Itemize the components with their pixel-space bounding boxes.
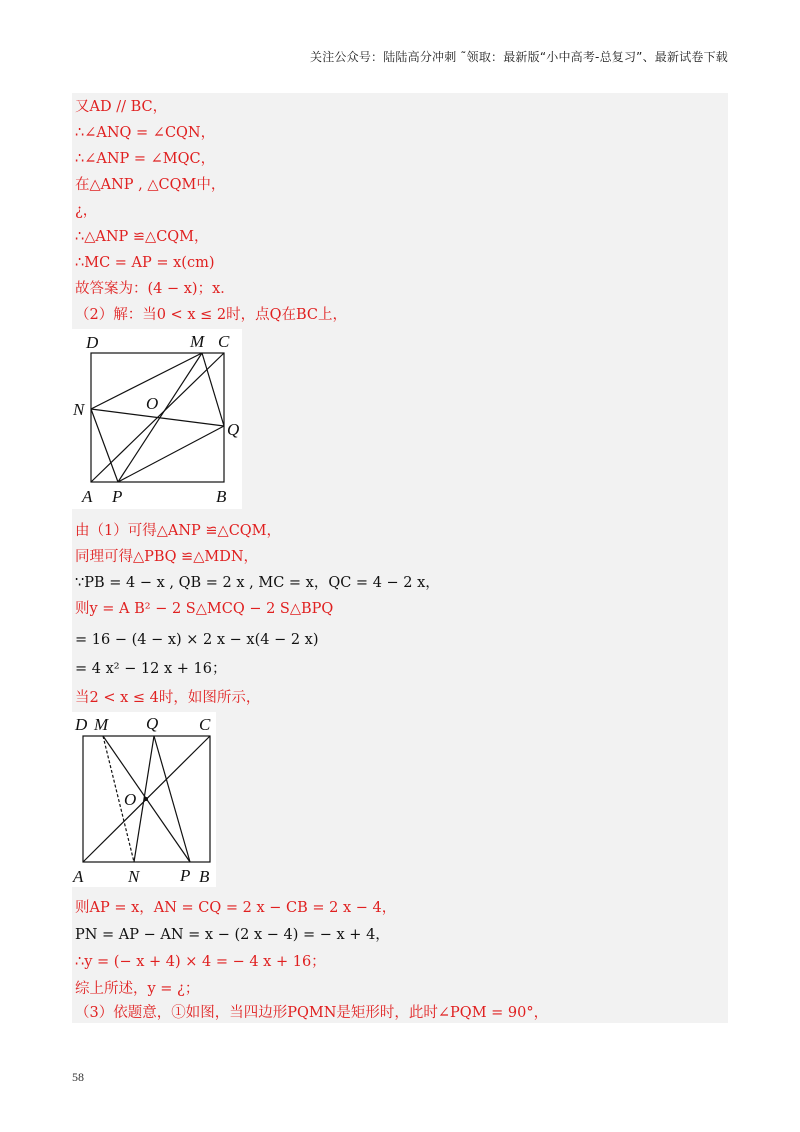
line-21: （3）依题意，①如图，当四边形PQMN是矩形时，此时∠PQM = 90°， [75, 1005, 549, 1021]
line-17: 则AP = x，AN = CQ = 2 x − CB = 2 x − 4， [75, 900, 397, 916]
label-o: O [146, 394, 159, 413]
segment-np [91, 409, 118, 482]
label-p-2: P [180, 866, 191, 885]
label-d: D [86, 333, 99, 352]
figure-square-1 [72, 329, 242, 509]
label-a-2: A [73, 867, 84, 886]
segment-pq [118, 426, 224, 482]
line-15: = 4 x² − 12 x + 16； [75, 661, 227, 677]
page-header: 关注公众号：陆陆高分冲刺 ˜领取：最新版“小中高考-总复习”、最新试卷下载 [310, 50, 728, 64]
label-c: C [218, 332, 230, 351]
line-7: ∴MC = AP = x(cm) [75, 255, 215, 271]
label-q: Q [227, 420, 240, 439]
label-a: A [82, 487, 93, 506]
label-d-2: D [75, 715, 88, 734]
line-8: 故答案为：(4 − x)；x． [75, 281, 235, 297]
label-c-2: C [199, 715, 211, 734]
line-10: 由（1）可得△ANP ≌△CQM， [75, 523, 282, 539]
line-19: ∴y = (− x + 4) × 4 = − 4 x + 16； [75, 954, 326, 970]
line-6: ∴△ANP ≌△CQM， [75, 229, 209, 245]
label-m: M [190, 332, 205, 351]
line-1: 又AD // BC， [75, 99, 168, 115]
line-20: 综上所述，y = ¿； [75, 981, 200, 997]
line-13: 则y = A B² − 2 S△MCQ − 2 S△BPQ [75, 601, 334, 617]
line-4: 在△ANP , △CQM中， [75, 177, 226, 193]
label-n-2: N [128, 867, 140, 886]
line-14: = 16 − (4 − x) × 2 x − x(4 − 2 x) [75, 632, 319, 648]
figure-square-2 [72, 712, 216, 887]
line-2: ∴∠ANQ = ∠CQN， [75, 125, 216, 141]
segment-qp [154, 736, 190, 862]
segment-mp [118, 353, 202, 482]
line-5: ¿， [75, 203, 98, 219]
page-number: 58 [72, 1070, 84, 1084]
label-n: N [73, 400, 85, 419]
line-12: ∵PB = 4 − x , QB = 2 x , MC = x，QC = 4 − 2 x， [75, 575, 440, 591]
label-o-2: O [124, 790, 137, 809]
line-3: ∴∠ANP = ∠MQC， [75, 151, 216, 167]
label-p: P [112, 487, 123, 506]
label-m-2: M [94, 715, 109, 734]
solution-content [72, 93, 728, 1023]
line-11: 同理可得△PBQ ≌△MDN， [75, 549, 259, 565]
figure-2-svg [72, 712, 216, 887]
label-b-2: B [199, 867, 210, 886]
label-b: B [216, 487, 227, 506]
line-16: 当2 < x ≤ 4时，如图所示， [75, 690, 261, 706]
line-18: PN = AP − AN = x − (2 x − 4) = − x + 4， [75, 927, 390, 943]
line-9: （2）解：当0 < x ≤ 2时，点Q在BC上， [75, 307, 347, 323]
figure-1-svg [72, 329, 242, 509]
center-point-o [144, 797, 148, 801]
label-q-2: Q [146, 714, 159, 733]
